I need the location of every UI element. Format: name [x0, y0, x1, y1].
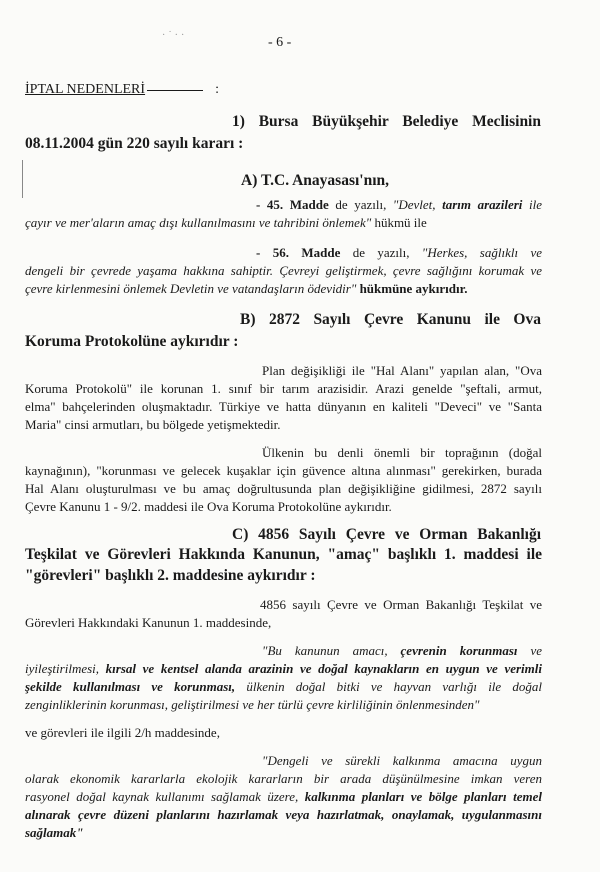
sectionB-title-line2: Koruma Protokolüne aykırıdır :	[25, 333, 239, 350]
sectionB-p1-line1: Plan değişikliği ile "Hal Alanı" yapılan alan, "Ova	[262, 363, 542, 378]
quote1-line1: "Bu kanunun amacı, çevrenin korunması ve	[262, 643, 542, 658]
header-colon: :	[215, 82, 219, 97]
quote1-line3: şekilde kullanılması ve korunması, ülkenin doğal bitki ve hayvan varlığı ile doğal	[25, 679, 542, 694]
sectionB-p2-line1: Ülkenin bu denli önemli bir toprağının (doğal	[262, 445, 542, 460]
quote2-line3: rasyonel doğal kaynak kullanımı sağlamak üzere, kalkınma planları ve bölge planları temel	[25, 789, 542, 804]
sectionC-p2: ve görevleri ile ilgili 2/h maddesinde,	[25, 725, 220, 740]
sectionC-title-line1: C) 4856 Sayılı Çevre ve Orman Bakanlığı	[232, 526, 541, 543]
sectionA-title: A) T.C. Anayasası'nın,	[241, 172, 390, 189]
sectionB-title-line1: B) 2872 Sayılı Çevre Kanunu ile Ova	[240, 311, 541, 328]
sectionC-title-line2: Teşkilat ve Görevleri Hakkında Kanunun, "amaç" başlıklı 1. maddesi ile	[25, 546, 542, 563]
sectionC-p1-line1: 4856 sayılı Çevre ve Orman Bakanlığı Teşkilat ve	[260, 597, 542, 612]
header-label: İPTAL NEDENLERİ	[25, 82, 146, 97]
quote2-line1: "Dengeli ve sürekli kalkınma amacına uygun	[262, 753, 542, 768]
sectionC-p1-line2: Görevleri Hakkındaki Kanunun 1. maddesinde,	[25, 615, 272, 630]
sectionB-p2-line4: Çevre Kanunu 1 - 9/2. maddesi ile Ova Koruma Protokolüne aykırıdır.	[25, 499, 392, 514]
sectionB-p1-line3: elma" bahçelerinden oluşmaktadır. Türkiye ve hatta dünyanın en kaliteli "Deveci" ve "Santa	[25, 399, 542, 414]
quote1-line2: iyileştirilmesi, kırsal ve kentsel alanda arazinin ve doğal kaynakların en uygun ve verimli	[25, 661, 542, 676]
madde56-line1: - 56. Madde de yazılı, "Herkes, sağlıklı ve	[256, 245, 542, 260]
section-header	[25, 82, 219, 98]
quote2-line2: olarak ekonomik kararlarla ekolojik kararların bir arada düşünülmesine imkan veren	[25, 771, 542, 786]
scan-specks: ·˙··	[162, 30, 188, 41]
quote2-line5: sağlamak"	[25, 825, 84, 840]
sectionC-title-line3: "görevleri" başlıklı 2. maddesine aykırıdır :	[25, 567, 316, 584]
quote1-line4: zenginliklerinin korunması, geliştirilmesi ve her türlü çevre kirliliğinin önlenmesinden"	[25, 697, 480, 712]
section1-title-line1: 1) Bursa Büyükşehir Belediye Meclisinin	[232, 113, 541, 130]
sectionB-p2-line3: Hal Alanı oluşturulması ve bu amaç doğrultusunda plan değişikliğine gidilmesi, 2872 sayılı	[25, 481, 542, 496]
sectionB-p1-line2: Koruma Protokolü" ile korunan 1. sınıf bir tarım arazisidir. Arazi genelde "şeftali, armut,	[25, 381, 542, 396]
section1-title-line2: 08.11.2004 gün 220 sayılı kararı :	[25, 135, 244, 152]
margin-line	[22, 160, 23, 198]
madde45-line2: çayır ve mer'aların amaç dışı kullanılmasını ve tahribini önlemek" hükmü ile	[25, 215, 427, 230]
madde56-line2: dengeli bir çevrede yaşama hakkına sahiptir. Çevreyi geliştirmek, çevre sağlığını korumak ve	[25, 263, 542, 278]
sectionB-p2-line2: kaynağının), "korunması ve gelecek kuşaklar için güvence altına alınması" gerekirken, burada	[25, 463, 542, 478]
header-underline	[147, 90, 203, 91]
quote2-line4: alınarak çevre düzeni planlarını hazırlamak veya hazırlatmak, onaylamak, uygulanmasını	[25, 807, 542, 822]
sectionB-p1-line4: Maria" cinsi armutları, bu bölgede yetişmektedir.	[25, 417, 281, 432]
madde56-line3: çevre kirlenmesini önlemek Devletin ve vatandaşların ödevidir" hükmüne aykırıdır.	[25, 281, 468, 296]
page-number: - 6 -	[268, 35, 292, 50]
madde45-line1: - 45. Madde de yazılı, "Devlet, tarım arazileri ile	[256, 197, 542, 212]
